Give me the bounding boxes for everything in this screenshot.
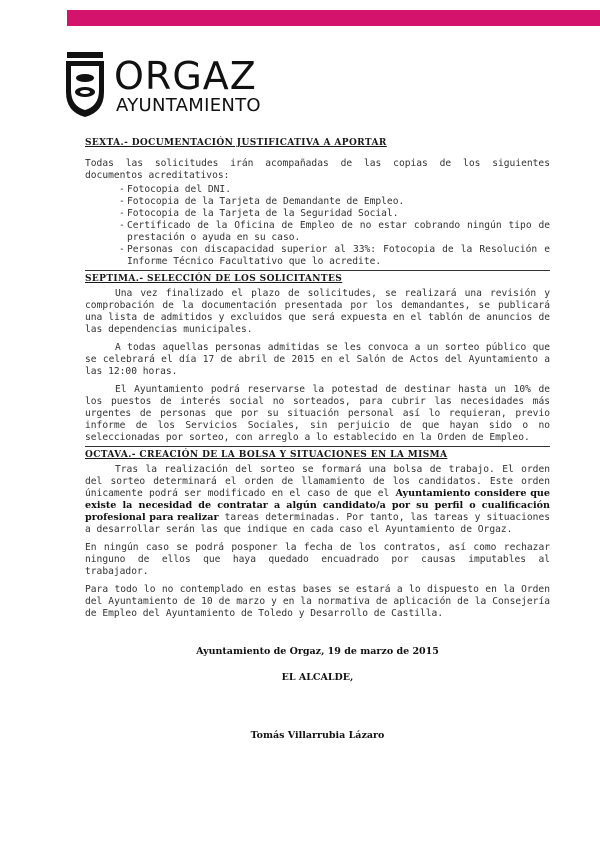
shield-crest-icon (64, 52, 106, 118)
orgaz-logo (64, 52, 264, 122)
divider (85, 446, 550, 447)
header-bar (67, 10, 600, 26)
list-item: - Certificado de la Oficina de Empleo de no estar cobrando ningún tipo de prestación o ayuda en su caso. (119, 220, 550, 244)
place-date: Ayuntamiento de Orgaz, 19 de marzo de 2015 (196, 646, 439, 657)
septima-paragraph-2: A todas aquellas personas admitidas se les convoca a un sorteo público que se celebrará el día 17 de abril de 2015 en el Salón de Actos del Ayuntamiento a las 12:00 horas. (85, 342, 550, 377)
section-heading-septima: SEPTIMA.- SELECCIÓN DE LOS SOLICITANTES (85, 274, 343, 284)
octava-p1-bold: Ayuntamiento considere que existe la necesidad de contratar a algún candidato/a por su perfil o cualificación profesional para realizar (85, 488, 550, 523)
signer-role: EL ALCALDE, (281, 672, 354, 683)
signer-name: Tomás Villarrubia Lázaro (250, 730, 385, 741)
octava-paragraph-1 (85, 464, 550, 536)
document-body (85, 137, 550, 742)
divider (85, 270, 550, 271)
octava-paragraph-2: En ningún caso se podrá posponer la fecha de los contratos, así como rechazar ninguno de ellos que haya quedado encuadrado por causas imputables al trabajador. (85, 542, 550, 577)
octava-p1-lead: Tras la realización del sorteo se formará una bolsa de trabajo. El orden del sorteo determinará el orden de llamamiento de los candidatos. Este orden únicamente podrá ser modificado en el caso de que el (85, 464, 550, 499)
sexta-intro: Todas las solicitudes irán acompañadas de las copias de los siguientes documentos acreditativos: (85, 158, 550, 181)
list-item: - Fotocopia de la Tarjeta de Demandante de Empleo. (119, 196, 550, 208)
octava-paragraph-3: Para todo lo no contemplado en estas bases se estará a lo dispuesto en la Orden del Ayuntamiento de 10 de marzo y en la normativa de aplicación de la Consejería de Empleo del Ayuntamiento de Toledo y Desarrollo de Castilla. (85, 584, 550, 619)
section-heading-octava: OCTAVA.- CREACIÓN DE LA BOLSA Y SITUACIONES EN LA MISMA (85, 450, 448, 460)
septima-paragraph-3: El Ayuntamiento podrá reservarse la potestad de destinar hasta un 10% de los puestos de interés social no sorteados, para cubrir las necesidades más urgentes de personas que por su situación personal así lo requieran, previo informe de los Servicios Sociales, sin perjuicio de que hayan sido o no seleccionadas por sorteo, con arreglo a lo establecido en la Orden de Empleo. (85, 384, 550, 443)
list-item: - Fotocopia de la Tarjeta de la Seguridad Social. (119, 208, 550, 220)
septima-paragraph-1: Una vez finalizado el plazo de solicitudes, se realizará una revisión y comprobación de la documentación presentada por los demandantes, se publicará una lista de admitidos y excluidos que será expuesta en el tablón de anuncios de las dependencias municipales. (85, 288, 550, 335)
list-item: - Fotocopia del DNI. (119, 184, 550, 196)
octava-p1-tail: tareas determinadas. Por tanto, las tareas y situaciones a desarrollar serán las que indique en cada caso el Ayuntamiento de Orgaz. (85, 512, 550, 535)
logo-subtitle: AYUNTAMIENTO (116, 95, 261, 116)
documents-list (85, 184, 550, 268)
section-heading-sexta: SEXTA.- DOCUMENTACIÓN JUSTIFICATIVA A APORTAR (85, 138, 387, 148)
logo-name: ORGAZ (114, 54, 257, 98)
list-item: - Personas con discapacidad superior al 33%: Fotocopia de la Resolución e Informe Técnico Facultativo que lo acredite. (119, 244, 550, 268)
